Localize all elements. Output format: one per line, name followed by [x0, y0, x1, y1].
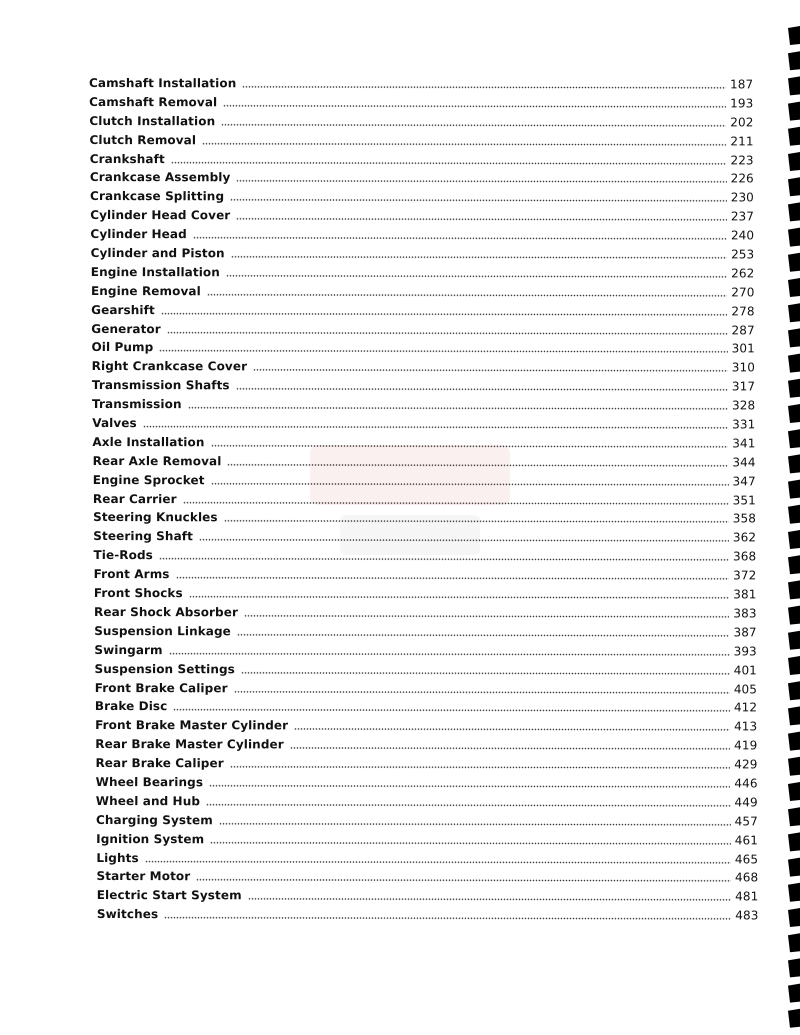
toc-entry-page-number: 465	[734, 851, 759, 866]
toc-entry	[0, 206, 800, 227]
toc-entry	[0, 225, 800, 246]
spiral-binding	[770, 0, 800, 1035]
toc-entry-page-number: 372	[733, 568, 757, 583]
dot-leader	[294, 722, 730, 733]
toc-entry-title: Wheel Bearings	[95, 774, 204, 790]
toc-entry	[0, 93, 800, 114]
toc-entry-title: Engine Removal	[90, 283, 201, 299]
toc-entry-title: Rear Brake Caliper	[95, 756, 224, 771]
binding-tooth	[788, 429, 800, 448]
toc-entry-title: Cylinder and Piston	[90, 246, 225, 261]
toc-entry-title: Oil Pump	[91, 340, 154, 355]
toc-entry-page-number: 419	[734, 738, 758, 753]
toc-entry	[0, 565, 800, 586]
toc-entry	[0, 395, 800, 416]
binding-tooth	[788, 505, 800, 524]
dot-leader	[209, 778, 730, 789]
toc-entry-title: Swingarm	[94, 642, 163, 657]
binding-tooth	[788, 681, 800, 700]
toc-entry-page-number: 301	[731, 341, 755, 356]
binding-tooth	[788, 127, 800, 146]
toc-entry-title: Suspension Linkage	[94, 623, 231, 639]
toc-entry-page-number: 368	[732, 549, 757, 564]
toc-entry-title: Starter Motor	[96, 869, 191, 884]
dot-leader	[199, 532, 729, 543]
toc-entry	[0, 829, 800, 850]
toc-entry	[0, 74, 800, 95]
binding-tooth	[788, 883, 800, 902]
toc-entry	[0, 792, 800, 813]
toc-entry-title: Rear Carrier	[92, 491, 177, 506]
dot-leader	[234, 684, 730, 695]
toc-entry	[0, 433, 800, 454]
toc-entry-title: Engine Installation	[90, 264, 220, 280]
toc-entry	[0, 584, 800, 605]
dot-leader	[196, 873, 731, 884]
toc-entry-page-number: 341	[732, 436, 756, 451]
toc-entry-page-number: 483	[735, 908, 759, 923]
toc-entry-title: Lights	[96, 850, 139, 865]
binding-tooth	[788, 580, 800, 599]
toc-entry-title: Camshaft Installation	[88, 75, 237, 91]
binding-tooth	[788, 177, 800, 196]
dot-leader	[244, 608, 729, 619]
toc-entry-title: Cylinder Head	[90, 227, 187, 242]
toc-entry	[0, 697, 800, 718]
toc-entry-page-number: 381	[733, 587, 757, 602]
dot-leader	[223, 98, 726, 109]
dot-leader	[188, 400, 728, 411]
toc-entry-title: Front Arms	[93, 567, 170, 582]
toc-entry	[0, 338, 800, 359]
dot-leader	[167, 325, 728, 336]
toc-entry	[0, 622, 800, 643]
binding-tooth	[788, 152, 800, 171]
table-of-contents	[0, 74, 800, 924]
binding-tooth	[788, 454, 800, 473]
toc-entry-title: Steering Shaft	[93, 529, 193, 544]
toc-entry-title: Front Brake Caliper	[94, 680, 228, 695]
toc-entry	[0, 641, 800, 662]
toc-entry-title: Crankcase Assembly	[89, 170, 231, 185]
toc-entry	[0, 546, 800, 567]
toc-entry-page-number: 383	[733, 606, 757, 621]
dot-leader	[207, 287, 728, 298]
toc-entry-title: Charging System	[95, 812, 213, 827]
toc-entry	[0, 319, 800, 340]
toc-entry-title: Camshaft Removal	[89, 94, 218, 110]
dot-leader	[221, 117, 726, 128]
toc-entry-title: Suspension Settings	[94, 661, 235, 676]
binding-tooth	[788, 858, 800, 877]
toc-entry	[0, 886, 800, 907]
binding-tooth	[788, 984, 800, 1003]
toc-entry-page-number: 240	[730, 228, 755, 243]
binding-tooth	[788, 404, 800, 423]
toc-entry-page-number: 457	[734, 814, 758, 829]
toc-entry-page-number: 253	[731, 247, 755, 262]
toc-entry-page-number: 401	[733, 662, 757, 678]
toc-entry	[0, 414, 800, 435]
toc-entry-title: Brake Disc	[94, 699, 168, 714]
toc-entry-page-number: 328	[732, 398, 756, 413]
toc-entry-title: Clutch Installation	[89, 113, 216, 129]
toc-entry-page-number: 362	[732, 530, 757, 545]
binding-tooth	[788, 656, 800, 675]
toc-entry-page-number: 347	[732, 474, 756, 489]
binding-tooth	[788, 908, 800, 927]
binding-tooth	[788, 757, 800, 776]
toc-entry-title: Rear Axle Removal	[92, 453, 222, 469]
toc-entry	[0, 263, 800, 284]
toc-entry-page-number: 310	[731, 360, 756, 375]
toc-entry	[0, 168, 800, 189]
toc-entry-page-number: 223	[730, 152, 754, 167]
toc-entry-title: Ignition System	[96, 831, 205, 846]
dot-leader	[202, 136, 726, 147]
dot-leader	[241, 665, 730, 676]
binding-tooth	[788, 958, 800, 977]
dot-leader	[173, 702, 730, 713]
dot-leader	[253, 363, 728, 374]
toc-entry-title: Steering Knuckles	[93, 510, 218, 525]
toc-entry-title: Generator	[91, 321, 161, 336]
dot-leader	[226, 268, 727, 279]
dot-leader	[236, 381, 728, 392]
dot-leader	[169, 646, 730, 657]
dot-leader	[290, 740, 730, 751]
toc-entry	[0, 130, 800, 151]
dot-leader	[211, 476, 729, 487]
toc-entry-title: Transmission	[92, 397, 182, 412]
toc-entry-title: Gearshift	[91, 302, 155, 317]
dot-leader	[183, 495, 729, 506]
toc-entry-page-number: 202	[730, 115, 754, 130]
dot-leader	[230, 193, 727, 204]
toc-entry	[0, 905, 800, 926]
toc-entry	[0, 716, 800, 737]
binding-tooth	[788, 631, 800, 650]
toc-entry-title: Electric Start System	[96, 888, 242, 903]
binding-tooth	[788, 26, 800, 45]
dot-leader	[193, 230, 727, 241]
toc-entry-page-number: 287	[731, 322, 755, 337]
toc-entry-page-number: 187	[729, 77, 754, 92]
toc-entry-page-number: 211	[730, 134, 754, 149]
toc-entry	[0, 149, 800, 170]
toc-entry-page-number: 413	[734, 719, 758, 734]
toc-entry-page-number: 405	[733, 681, 758, 696]
binding-tooth	[788, 76, 800, 95]
toc-entry-title: Axle Installation	[92, 434, 205, 450]
binding-tooth	[788, 278, 800, 297]
dot-leader	[248, 892, 731, 903]
binding-tooth	[788, 202, 800, 221]
dot-leader	[237, 627, 730, 638]
dot-leader	[224, 514, 729, 525]
binding-tooth	[788, 328, 800, 347]
toc-entry-title: Valves	[92, 416, 137, 431]
dot-leader	[161, 306, 728, 317]
dot-leader	[242, 79, 726, 90]
toc-entry-page-number: 262	[731, 266, 755, 281]
toc-entry-page-number: 412	[733, 700, 758, 715]
toc-entry-title: Front Brake Master Cylinder	[95, 718, 289, 733]
binding-tooth	[788, 555, 800, 574]
toc-entry-title: Transmission Shafts	[91, 378, 230, 393]
toc-entry-page-number: 317	[731, 379, 756, 394]
toc-entry	[0, 452, 800, 473]
toc-entry-title: Engine Sprocket	[92, 472, 205, 487]
toc-entry	[0, 659, 800, 680]
binding-tooth	[788, 782, 800, 801]
dot-leader	[236, 174, 726, 185]
toc-entry	[0, 678, 800, 699]
toc-entry-title: Crankcase Splitting	[90, 189, 225, 204]
toc-entry-title: Crankshaft	[89, 151, 165, 166]
toc-entry	[0, 357, 800, 378]
toc-entry-page-number: 461	[734, 832, 759, 848]
binding-tooth	[788, 379, 800, 398]
toc-entry	[0, 282, 800, 303]
toc-entry-page-number: 393	[733, 644, 757, 659]
dot-leader	[210, 835, 731, 846]
toc-entry	[0, 112, 800, 133]
binding-tooth	[788, 807, 800, 826]
toc-entry	[0, 527, 800, 548]
binding-tooth	[788, 530, 800, 549]
toc-entry-page-number: 351	[732, 492, 756, 507]
binding-tooth	[788, 1009, 800, 1028]
dot-leader	[206, 797, 731, 808]
toc-entry-page-number: 429	[734, 757, 758, 772]
toc-entry-page-number: 278	[731, 304, 755, 319]
toc-entry	[0, 471, 800, 492]
dot-leader	[159, 344, 727, 355]
binding-tooth	[788, 102, 800, 121]
binding-tooth	[788, 480, 800, 499]
dot-leader	[164, 910, 731, 921]
toc-entry	[0, 244, 800, 265]
toc-entry-title: Rear Shock Absorber	[93, 604, 239, 620]
dot-leader	[231, 249, 727, 260]
toc-entry-page-number: 237	[730, 209, 755, 224]
binding-tooth	[788, 228, 800, 247]
toc-entry-page-number: 468	[735, 870, 759, 885]
toc-entry-page-number: 481	[735, 889, 759, 904]
dot-leader	[219, 816, 731, 827]
toc-entry	[0, 300, 800, 321]
toc-entry-title: Rear Brake Master Cylinder	[95, 737, 284, 752]
binding-tooth	[788, 51, 800, 70]
dot-leader	[171, 155, 727, 166]
toc-entry	[0, 187, 800, 208]
toc-entry	[0, 811, 800, 832]
toc-entry-title: Tie-Rods	[93, 548, 153, 563]
toc-entry-page-number: 230	[730, 190, 754, 205]
toc-entry-page-number: 387	[733, 625, 757, 640]
toc-entry	[0, 754, 800, 775]
toc-entry-title: Front Shocks	[93, 586, 183, 601]
binding-tooth	[788, 732, 800, 751]
binding-tooth	[788, 706, 800, 725]
toc-entry-title: Right Crankcase Cover	[91, 359, 248, 374]
dot-leader	[230, 759, 731, 770]
toc-entry	[0, 489, 800, 510]
binding-tooth	[788, 303, 800, 322]
toc-entry-page-number: 270	[731, 285, 755, 300]
dot-leader	[189, 589, 729, 600]
dot-leader	[236, 211, 727, 222]
binding-tooth	[788, 832, 800, 851]
dot-leader	[227, 457, 728, 468]
toc-entry-page-number: 226	[730, 171, 754, 186]
binding-tooth	[788, 354, 800, 373]
toc-entry-title: Switches	[96, 907, 159, 922]
dot-leader	[210, 438, 728, 449]
toc-entry	[0, 867, 800, 888]
toc-entry	[0, 376, 800, 397]
dot-leader	[159, 551, 729, 562]
toc-entry	[0, 773, 800, 794]
dot-leader	[145, 854, 731, 865]
toc-entry-title: Cylinder Head Cover	[90, 208, 231, 223]
toc-entry	[0, 848, 800, 869]
binding-tooth	[788, 606, 800, 625]
dot-leader	[176, 570, 730, 581]
toc-entry	[0, 603, 800, 624]
toc-entry	[0, 735, 800, 756]
toc-entry-page-number: 449	[734, 795, 758, 810]
binding-tooth	[788, 933, 800, 952]
toc-entry-page-number: 331	[732, 417, 756, 432]
toc-entry-page-number: 344	[732, 455, 756, 470]
toc-entry-page-number: 446	[734, 776, 758, 791]
toc-entry	[0, 508, 800, 529]
toc-entry-title: Clutch Removal	[89, 132, 197, 147]
binding-tooth	[788, 253, 800, 272]
toc-entry-page-number: 358	[732, 511, 756, 526]
toc-entry-page-number: 193	[730, 96, 754, 111]
toc-entry-title: Wheel and Hub	[95, 793, 201, 809]
dot-leader	[143, 419, 728, 430]
